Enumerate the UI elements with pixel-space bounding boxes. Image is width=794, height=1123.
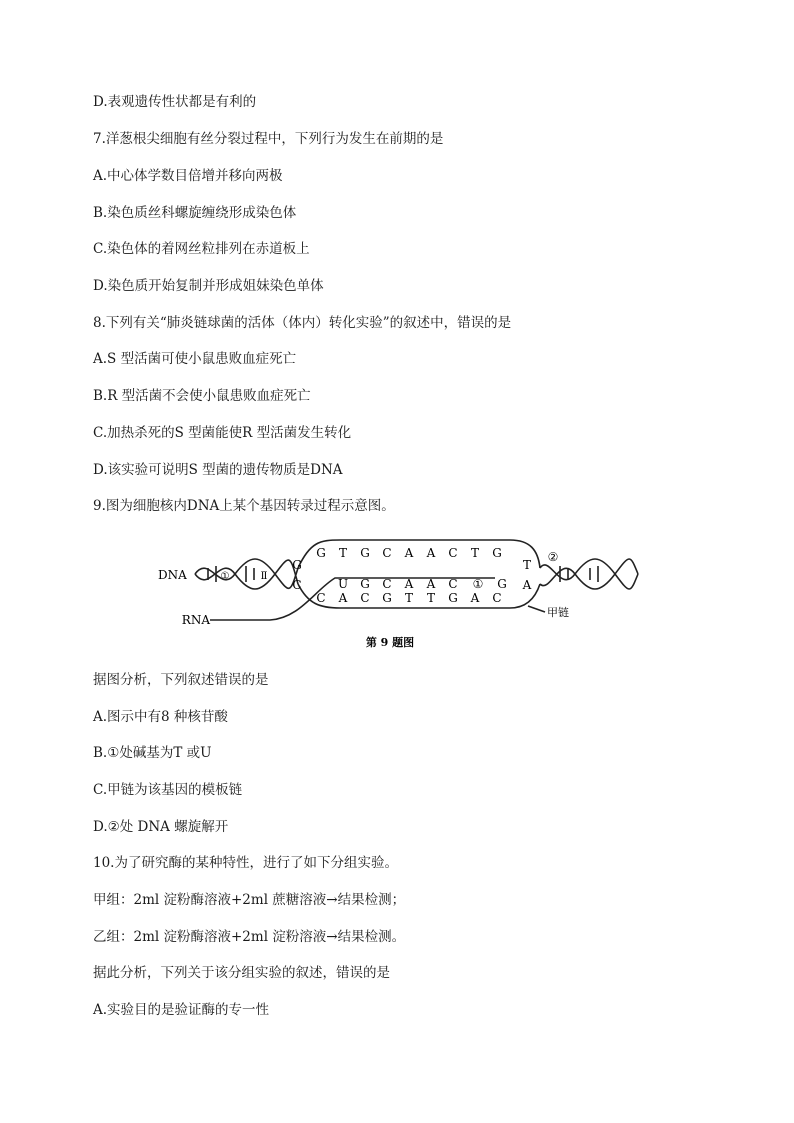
question-7: 7.洋葱根尖细胞有丝分裂过程中，下列行为发生在前期的是	[93, 131, 444, 147]
bottom-base: T	[426, 591, 436, 605]
rna-base: C	[448, 577, 458, 591]
bottom-base: C	[360, 591, 370, 605]
top-base: A	[426, 546, 436, 560]
bottom-base: T	[404, 591, 414, 605]
bottom-base: A	[470, 591, 480, 605]
question-9: 9.图为细胞核内DNA上某个基因转录过程示意图。	[93, 498, 395, 514]
rna-base: G	[497, 577, 507, 591]
top-base: A	[404, 546, 414, 560]
option-8b: B.R 型活菌不会使小鼠患败血症死亡	[93, 388, 311, 404]
rna-base: G	[360, 577, 370, 591]
left-helix	[195, 559, 298, 589]
option-9d: D.②处 DNA 螺旋解开	[93, 819, 229, 835]
top-strand-line	[298, 540, 540, 568]
question-10: 10.为了研究酶的某种特性，进行了如下分组实验。	[93, 855, 398, 871]
option-8c: C.加热杀死的S 型菌能使R 型活菌发生转化	[93, 425, 352, 441]
group-yi: 乙组：2ml 淀粉酶溶液+2ml 淀粉溶液→结果检测。	[93, 929, 406, 945]
question-10-prompt: 据此分析，下列关于该分组实验的叙述，错误的是	[93, 965, 390, 981]
option-10a: A.实验目的是验证酶的专一性	[93, 1002, 270, 1018]
helix-mark-1: ①	[220, 571, 230, 582]
dna-label: DNA	[158, 568, 187, 582]
option-8a: A.S 型活菌可使小鼠患败血症死亡	[93, 351, 297, 367]
option-9c: C.甲链为该基因的模板链	[93, 782, 243, 798]
rna-base: U	[337, 577, 349, 591]
option-8d: D.该实验可说明S 型菌的遗传物质是DNA	[93, 462, 343, 478]
helix-mark-2: Ⅱ	[260, 571, 268, 582]
figure-caption: 第 9 题图	[365, 636, 415, 649]
top-base: T	[470, 546, 480, 560]
bottom-base: A	[338, 591, 348, 605]
rna-base: A	[426, 577, 436, 591]
rna-base: A	[404, 577, 414, 591]
option-9a: A.图示中有8 种核苷酸	[93, 709, 228, 725]
marker-2: ②	[547, 550, 559, 564]
left-pair-bottom: C	[292, 578, 302, 592]
top-base: G	[360, 546, 370, 560]
question-9-prompt: 据图分析，下列叙述错误的是	[93, 672, 269, 688]
chain-label: 甲链	[547, 606, 569, 619]
left-pair-top: G	[292, 558, 302, 572]
marker-1: ①	[472, 577, 484, 591]
transcription-figure	[150, 538, 640, 652]
top-base: C	[448, 546, 458, 560]
bottom-base: G	[448, 591, 458, 605]
rna-base: C	[382, 577, 392, 591]
option-7a: A.中心体学数目倍增并移向两极	[93, 168, 283, 184]
right-pair-top: T	[522, 558, 532, 572]
top-base: T	[338, 546, 348, 560]
group-jia: 甲组：2ml 淀粉酶溶液+2ml 蔗糖溶液→结果检测；	[93, 892, 406, 908]
option-7d: D.染色质开始复制并形成姐妹染色单体	[93, 278, 324, 294]
option-7c: C.染色体的着网丝粒排列在赤道板上	[93, 241, 310, 257]
rna-label: RNA	[181, 613, 210, 627]
option-9b: B.①处碱基为T 或U	[93, 745, 212, 761]
bottom-base: G	[382, 591, 392, 605]
top-base: G	[316, 546, 326, 560]
bottom-base: C	[316, 591, 326, 605]
top-base: G	[492, 546, 502, 560]
right-pair-bottom: A	[522, 578, 532, 592]
option-7b: B.染色质丝科螺旋缠绕形成染色体	[93, 205, 297, 221]
question-8: 8.下列有关“肺炎链球菌的活体（体内）转化实验”的叙述中，错误的是	[93, 315, 512, 331]
bottom-base: C	[492, 591, 502, 605]
top-base: C	[382, 546, 392, 560]
chain-pointer	[528, 606, 545, 612]
option-6d: D.表观遗传性状都是有利的	[93, 94, 257, 110]
